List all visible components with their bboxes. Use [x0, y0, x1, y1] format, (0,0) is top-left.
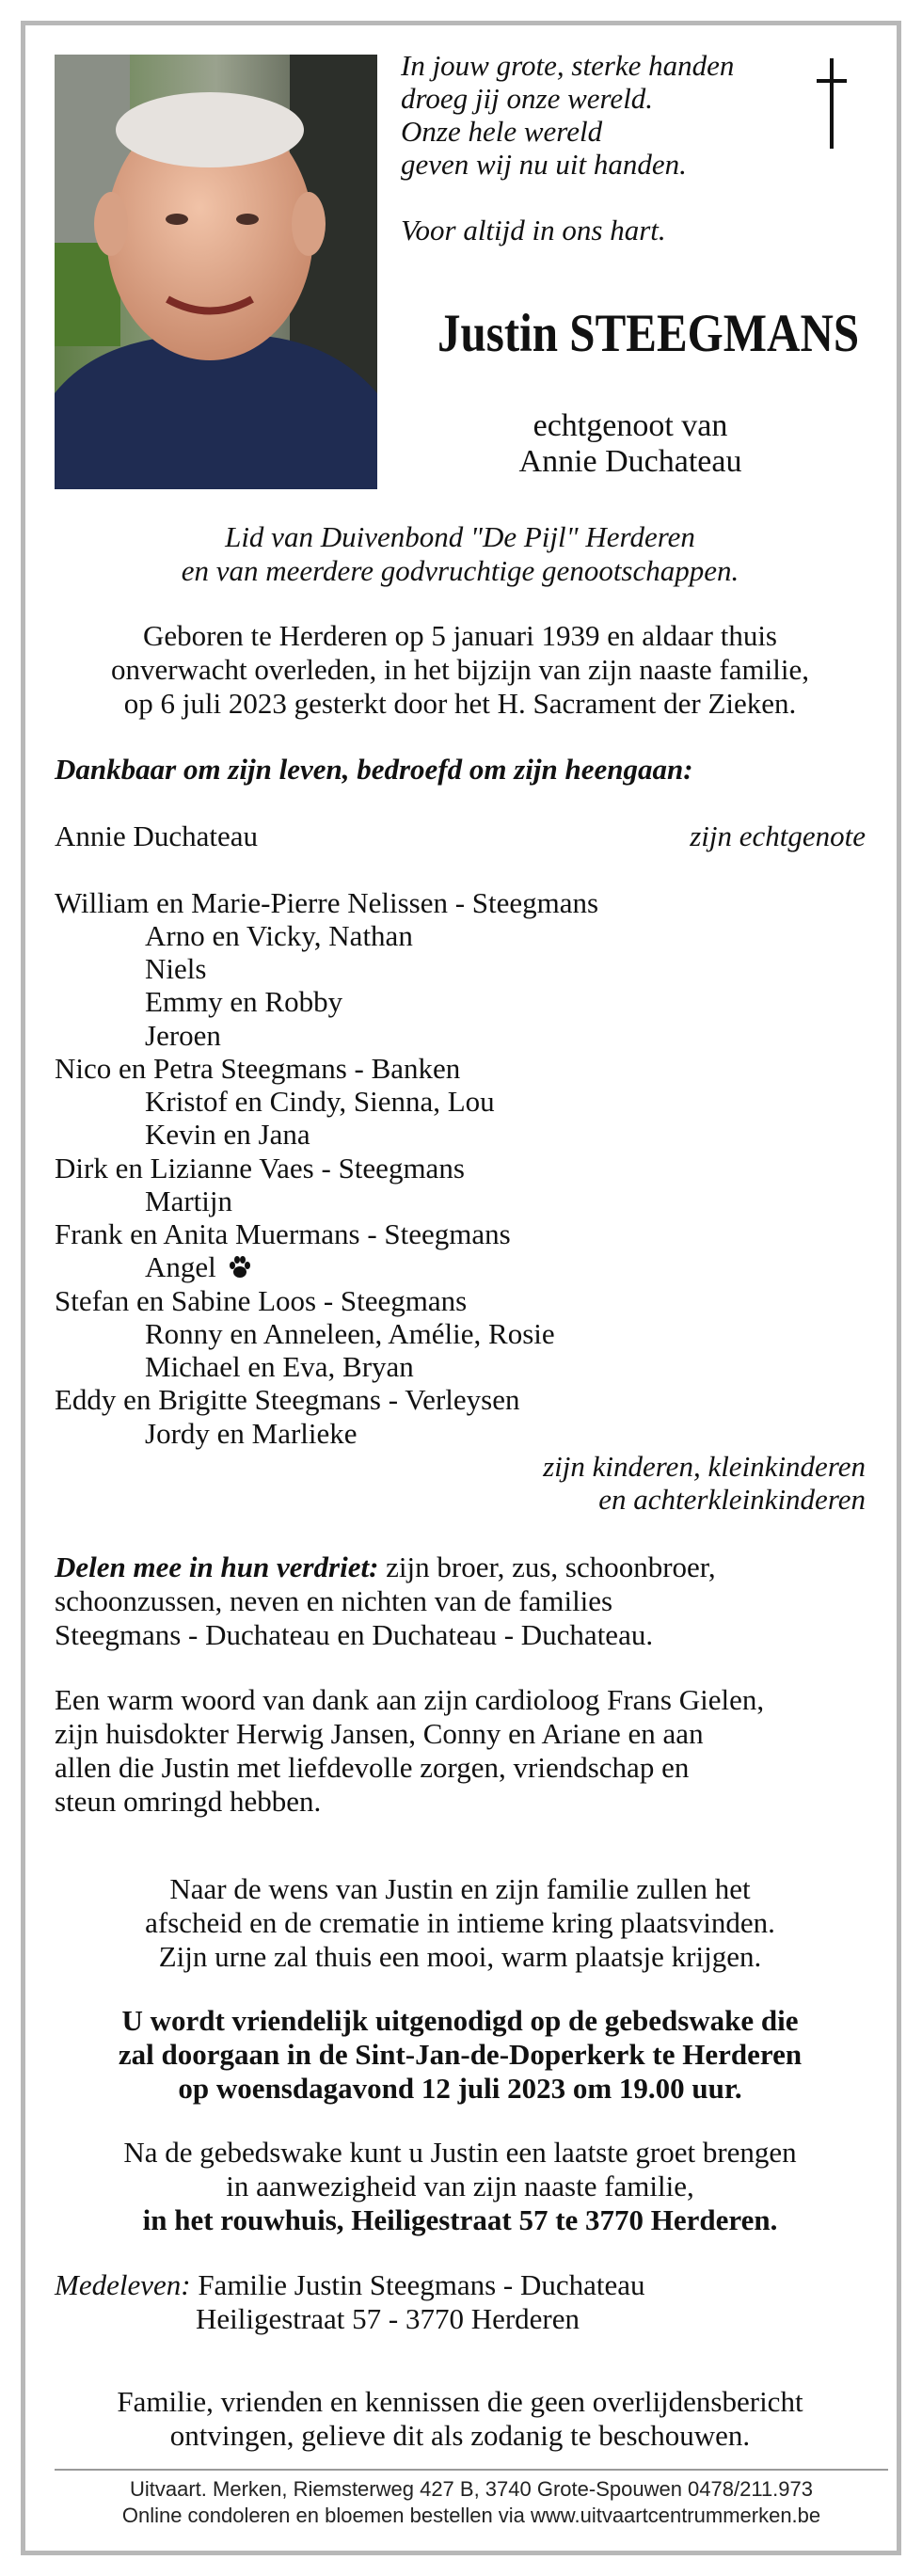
relation-label: echtgenoot van [533, 408, 728, 443]
text-line: Een warm woord van dank aan zijn cardioloog Frans Gielen, [55, 1683, 765, 1716]
text-line: Naar de wens van Justin en zijn familie zullen het [169, 1872, 751, 1905]
family-main: Nico en Petra Steegmans - Banken [55, 1052, 461, 1085]
spouse-block [395, 408, 866, 480]
paw-icon [228, 1255, 252, 1280]
family-sub: Niels [145, 952, 207, 985]
text-line: zal doorgaan in de Sint-Jan-de-Doperkerk te Herderen [118, 2038, 803, 2071]
family-sub-with-icon [145, 1250, 252, 1284]
footer-line: Uitvaart. Merken, Riemsterweg 427 B, 3740 Grote-Spouwen 0478/211.973 [130, 2477, 813, 2501]
family-sub: Jeroen [145, 1019, 221, 1052]
condolences-address: Heiligestraat 57 - 3770 Herderen [196, 2302, 580, 2335]
family-sub: Ronny en Anneleen, Amélie, Rosie [145, 1317, 555, 1350]
grateful-heading: Dankbaar om zijn leven, bedroefd om zijn heengaan: [55, 753, 693, 786]
family-main: Stefan en Sabine Loos - Steegmans [55, 1284, 468, 1317]
birth-death-text [55, 619, 866, 721]
family-sub: Martijn [145, 1185, 232, 1217]
memberships [55, 520, 866, 588]
family-role: zijn kinderen, kleinkinderen [543, 1450, 866, 1483]
footer-divider [55, 2469, 888, 2471]
text-line: Familie, vrienden en kennissen die geen overlijdensbericht [117, 2385, 803, 2418]
poem-closing: Voor altijd in ons hart. [401, 214, 666, 246]
text-line: op 6 juli 2023 gesterkt door het H. Sacrament der Zieken. [123, 687, 797, 720]
family-main: Dirk en Lizianne Vaes - Steegmans [55, 1152, 465, 1185]
text-line: zijn huisdokter Herwig Jansen, Conny en Ariane en aan [55, 1717, 704, 1750]
poem-line: droeg jij onze wereld. [401, 82, 654, 115]
farewell-block [55, 2136, 866, 2237]
text-line: Geboren te Herderen op 5 januari 1939 en aldaar thuis [143, 619, 777, 652]
family-main: Frank en Anita Muermans - Steegmans [55, 1217, 511, 1250]
condolences-block [55, 2268, 866, 2336]
text-line: in aanwezigheid van zijn naaste familie, [226, 2170, 694, 2202]
footer-line: Online condoleren en bloemen bestellen via www.uitvaartcentrummerken.be [121, 2504, 821, 2527]
text-line: U wordt vriendelijk uitgenodigd op de gebedswake die [121, 2004, 799, 2037]
membership-line: Lid van Duivenbond "De Pijl" Herderen [225, 520, 695, 553]
poem-line: In jouw grote, sterke handen [401, 49, 735, 82]
sharing-text: zijn broer, zus, schoonbroer, [378, 1550, 716, 1583]
text-line: onverwacht overleden, in het bijzijn van zijn naaste familie, [110, 653, 809, 686]
family-main: William en Marie-Pierre Nelissen - Steegmans [55, 886, 599, 919]
text-line: in het rouwhuis, Heiligestraat 57 te 3770 Herderen. [142, 2203, 778, 2236]
text-line: Na de gebedswake kunt u Justin een laatste groet brengen [123, 2136, 797, 2169]
text-line: op woensdagavond 12 juli 2023 om 19.00 uur. [178, 2072, 742, 2105]
family-main: Eddy en Brigitte Steegmans - Verleysen [55, 1383, 520, 1416]
family-sub: Emmy en Robby [145, 985, 343, 1018]
poem-line: geven wij nu uit handen. [401, 148, 687, 181]
spouse-entry-name: Annie Duchateau [55, 819, 259, 852]
family-sub: Arno en Vicky, Nathan [145, 919, 413, 952]
sharing-text: schoonzussen, neven en nichten van de families [55, 1584, 613, 1617]
condolences-label: Medeleven: [55, 2268, 191, 2301]
text-line: steun omringd hebben. [55, 1785, 322, 1818]
family-sub: Michael en Eva, Bryan [145, 1350, 414, 1383]
poem [401, 49, 777, 246]
text-line: ontvingen, gelieve dit als zodanig te beschouwen. [169, 2419, 751, 2452]
family-sub: Kevin en Jana [145, 1118, 310, 1151]
family-role: en achterkleinkinderen [598, 1483, 866, 1516]
wish-block [55, 1872, 866, 1974]
condolences-text: Familie Justin Steegmans - Duchateau [190, 2268, 645, 2301]
sharing-block [55, 1550, 866, 1652]
spouse-name: Annie Duchateau [518, 444, 742, 479]
notice-block [55, 2385, 866, 2453]
text-line: allen die Justin met liefdevolle zorgen, vriendschap en [55, 1751, 690, 1784]
thanks-block [55, 1683, 866, 1819]
invitation-block [55, 2004, 866, 2106]
family-sub: Jordy en Marlieke [145, 1417, 358, 1450]
sharing-text: Steegmans - Duchateau en Duchateau - Duchateau. [55, 1618, 654, 1651]
membership-line: en van meerdere godvruchtige genootschappen. [181, 554, 739, 587]
sharing-label: Delen mee in hun verdriet: [55, 1550, 379, 1583]
portrait-photo [55, 55, 377, 489]
poem-line: Onze hele wereld [401, 115, 603, 148]
spouse-entry-role: zijn echtgenote [690, 819, 866, 852]
deceased-name: Justin STEEGMANS [437, 304, 860, 363]
text-line: Zijn urne zal thuis een mooi, warm plaatsje krijgen. [158, 1940, 762, 1973]
footer [55, 2476, 888, 2529]
cross-icon [817, 58, 847, 149]
family-sub: Angel [145, 1250, 216, 1283]
text-line: afscheid en de crematie in intieme kring plaatsvinden. [145, 1906, 775, 1939]
family-sub: Kristof en Cindy, Sienna, Lou [145, 1085, 495, 1118]
